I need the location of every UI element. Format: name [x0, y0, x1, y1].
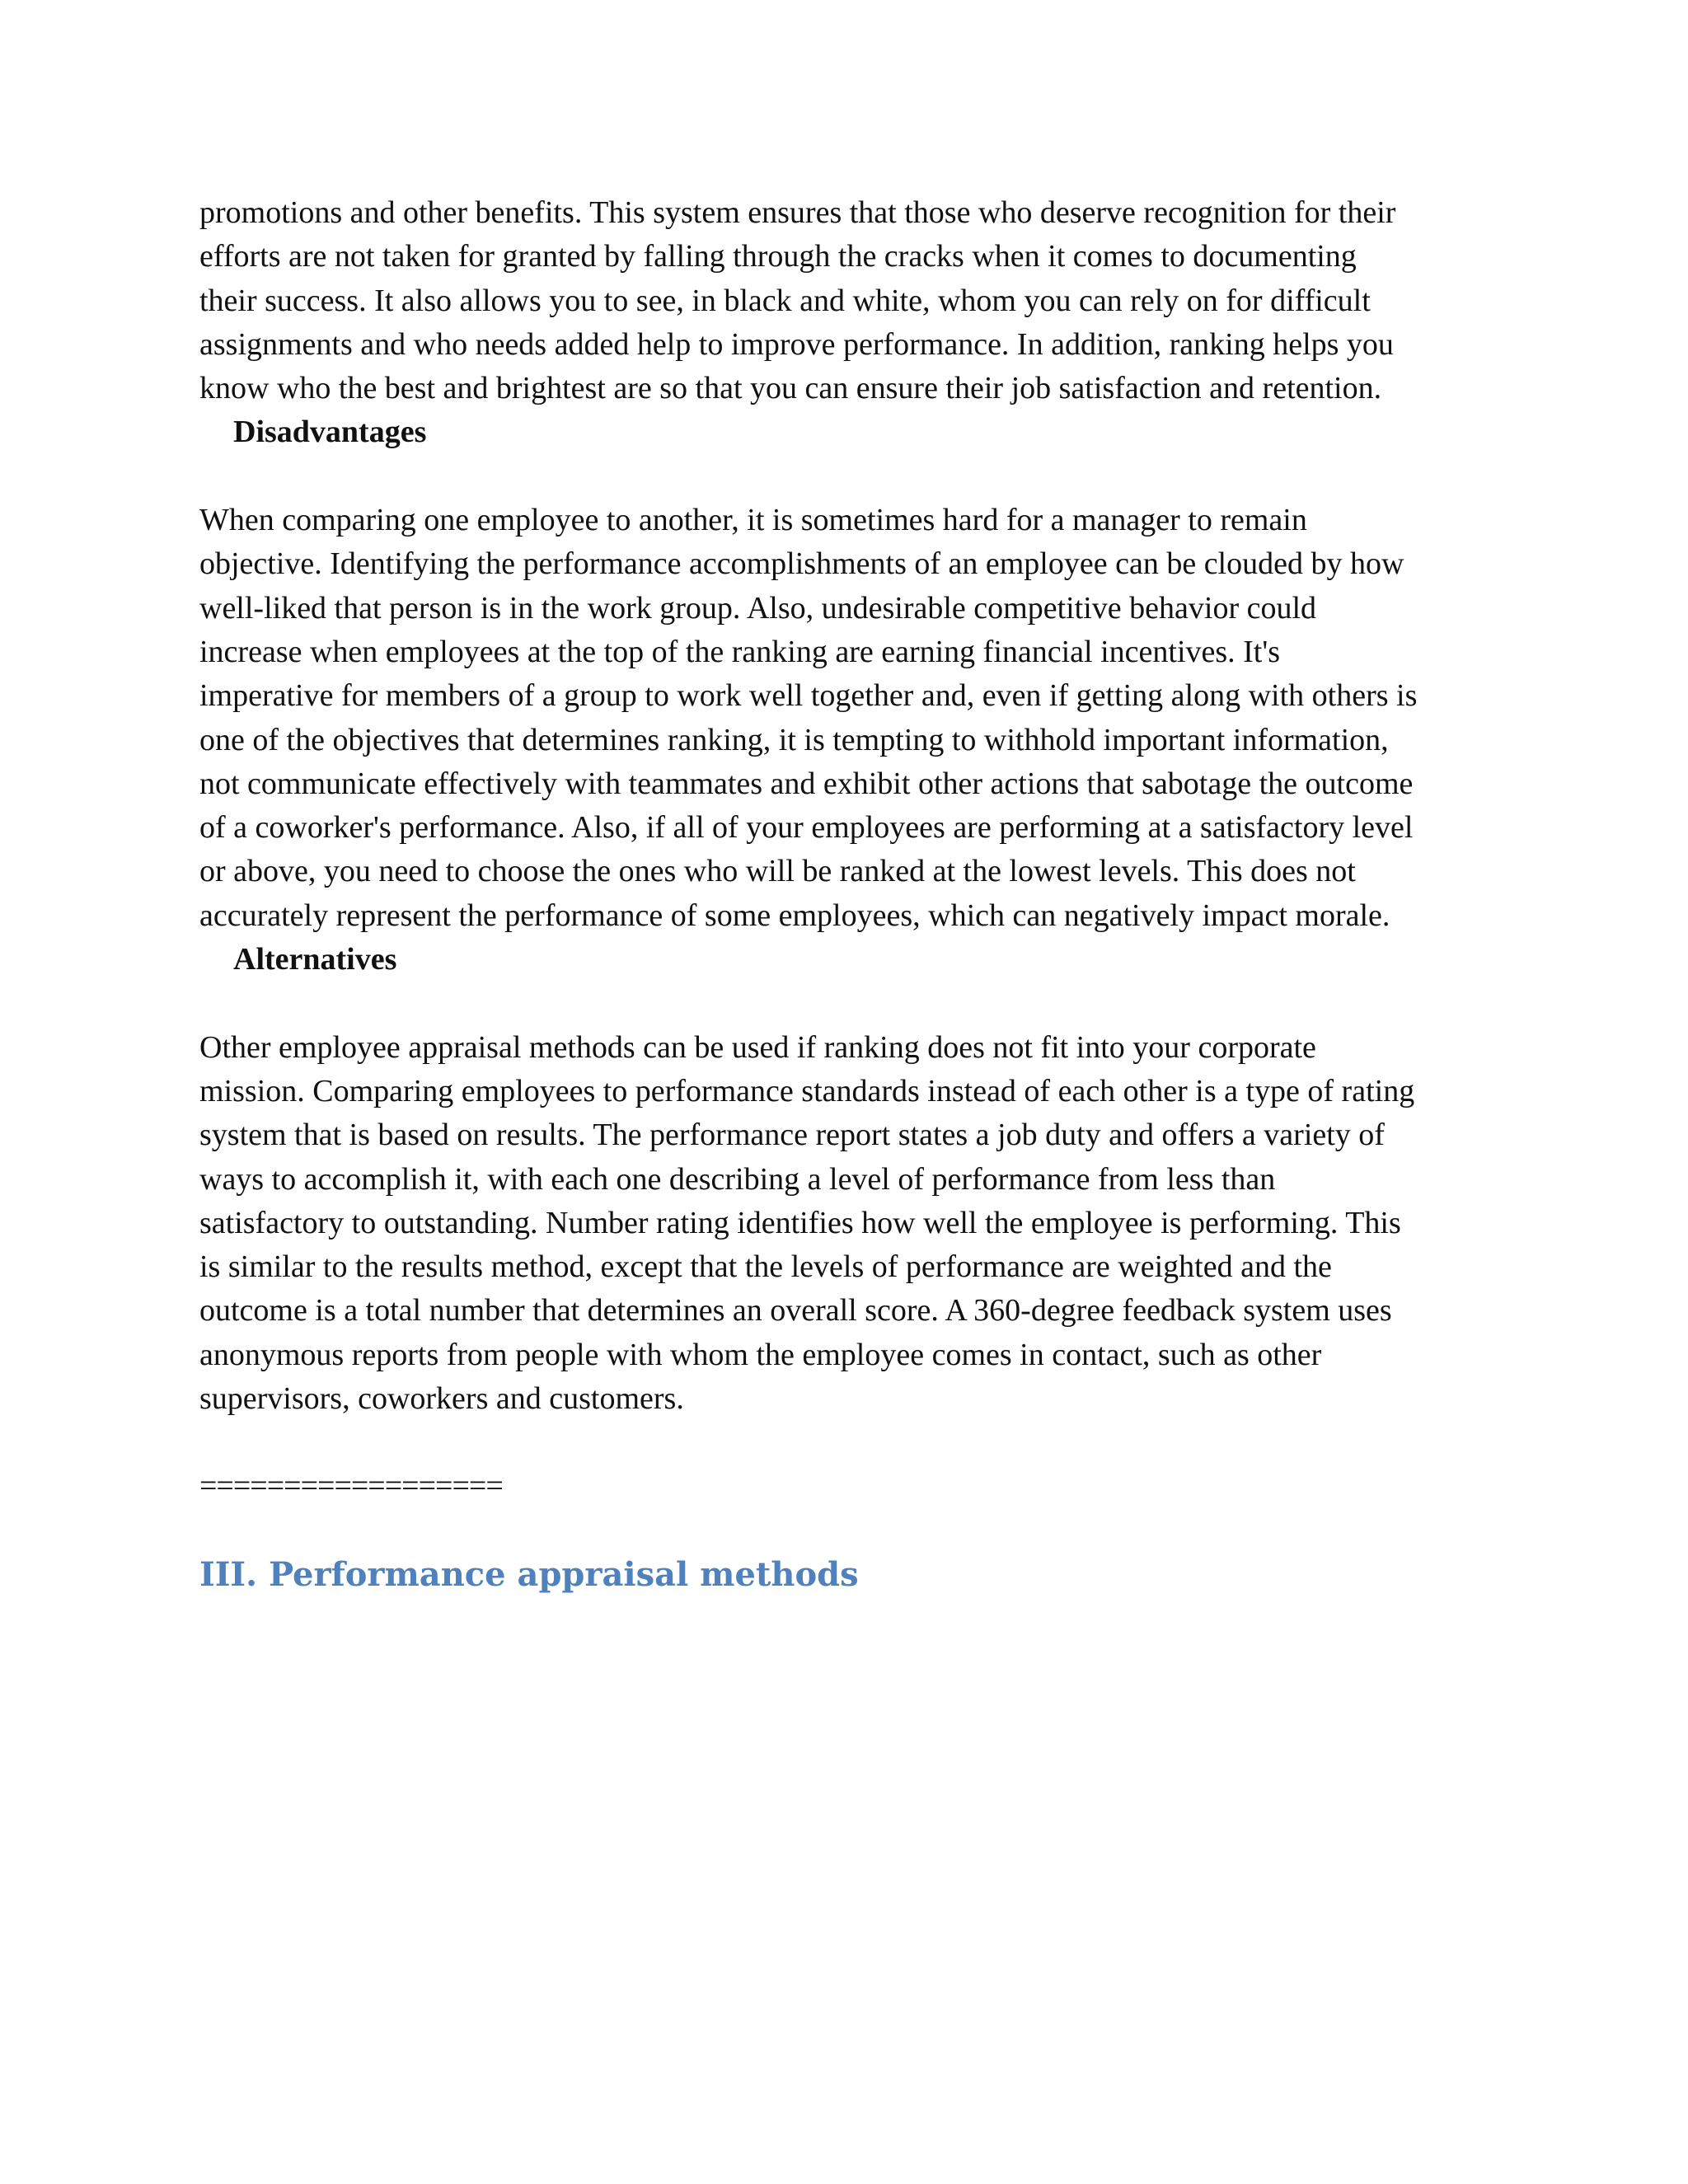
paragraph-spacer: [199, 982, 1502, 1025]
text-line: mission. Comparing employees to performance standards instead of each other is a type of rating: [199, 1073, 1415, 1108]
text-line: When comparing one employee to another, it is sometimes hard for a manager to remain: [199, 503, 1307, 538]
heading-disadvantages: Disadvantages: [233, 415, 427, 450]
text-line: satisfactory to outstanding. Number rating identifies how well the employee is performing. This: [199, 1205, 1401, 1240]
text-line: Other employee appraisal methods can be used if ranking does not fit into your corporate: [199, 1029, 1316, 1065]
text-line: know who the best and brightest are so that you can ensure their job satisfaction and retention.: [199, 371, 1382, 406]
text-line: is similar to the results method, except that the levels of performance are weighted and the: [199, 1249, 1332, 1285]
text-line: promotions and other benefits. This system ensures that those who deserve recognition for their: [199, 195, 1396, 230]
text-line: not communicate effectively with teammates and exhibit other actions that sabotage the outcome: [199, 766, 1414, 801]
text-line: ways to accomplish it, with each one describing a level of performance from less than: [199, 1161, 1276, 1197]
text-line: objective. Identifying the performance accomplishments of an employee can be clouded by how: [199, 546, 1404, 582]
text-line: efforts are not taken for granted by falling through the cracks when it comes to documenting: [199, 239, 1357, 274]
text-line: one of the objectives that determines ranking, it is tempting to withhold important information,: [199, 722, 1389, 757]
text-line: imperative for members of a group to work well together and, even if getting along with others is: [199, 678, 1418, 714]
paragraph-ranking-advantages: [199, 191, 1502, 410]
text-line: of a coworker's performance. Also, if all of your employees are performing at a satisfactory level: [199, 810, 1414, 846]
text-line: supervisors, coworkers and customers.: [199, 1381, 684, 1417]
document-content: [199, 191, 1502, 1594]
text-line: anonymous reports from people with whom the employee comes in contact, such as other: [199, 1337, 1322, 1372]
paragraph-alternatives: [199, 1026, 1502, 1422]
text-line: system that is based on results. The performance report states a job duty and offers a variety of: [199, 1118, 1385, 1153]
text-line: increase when employees at the top of the ranking are earning financial incentives. It's: [199, 634, 1280, 669]
paragraph-spacer: [199, 455, 1502, 499]
text-line: their success. It also allows you to see, in black and white, whom you can rely on for difficult: [199, 283, 1371, 318]
text-line: well-liked that person is in the work group. Also, undesirable competitive behavior could: [199, 590, 1317, 626]
heading-alternatives: Alternatives: [233, 942, 397, 977]
text-line: outcome is a total number that determines an overall score. A 360-degree feedback system uses: [199, 1293, 1392, 1329]
paragraph-disadvantages: [199, 499, 1502, 938]
text-line: or above, you need to choose the ones who will be ranked at the lowest levels. This does not: [199, 854, 1356, 889]
text-line: assignments and who needs added help to improve performance. In addition, ranking helps you: [199, 326, 1394, 362]
section-title: III. Performance appraisal methods: [199, 1554, 859, 1594]
section-separator: ==================: [199, 1469, 503, 1504]
text-line: accurately represent the performance of some employees, which can negatively impact morale.: [199, 898, 1390, 933]
